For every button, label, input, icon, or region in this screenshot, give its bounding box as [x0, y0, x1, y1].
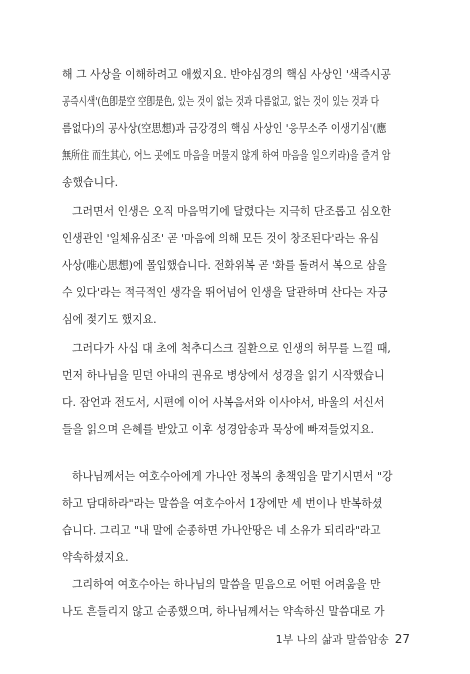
page-footer	[250, 631, 410, 647]
text-line: 다. 잠언과 전도서, 시편에 이어 사복음서와 이사야서, 바울의 서신서	[62, 395, 385, 409]
text-line: 름없다)의 공사상(空思想)과 금강경의 핵심 사상인 '응무소주 이생기심'(應	[62, 121, 387, 135]
text-line: 하고 담대하라"라는 말씀을 여호수아서 1장에만 세 번이나 반복하셨	[62, 496, 383, 510]
text-line: 들을 읽으며 은혜를 받았고 이후 성경암송과 묵상에 빠져들었지요.	[62, 422, 374, 436]
text-line: 송했습니다.	[62, 175, 119, 189]
text-line: 수 있다'라는 적극적인 생각을 뛰어넘어 인생을 달관하며 산다는 자긍	[62, 285, 388, 299]
text-line: 사상(唯心思想)에 몰입했습니다. 전화위복 곧 '화를 돌려서 복으로 삼을	[62, 258, 387, 272]
running-title: 1부 나의 삶과 말씀암송	[275, 633, 389, 646]
text-line: 그리하여 여호수아는 하나님의 말씀을 믿음으로 어떤 어려움을 만	[72, 577, 381, 591]
text-line: 습니다. 그리고 "내 말에 순종하면 가나안땅은 네 소유가 되리라"라고	[62, 523, 381, 537]
text-line: 인생관인 '일체유심조' 곧 '마음에 의해 모든 것이 창조된다'라는 유심	[62, 231, 380, 245]
text-line: 해 그 사상을 이해하려고 애썼지요. 반야심경의 핵심 사상인 '색즉시공	[62, 67, 391, 81]
text-line: 그러면서 인생은 오직 마음먹기에 달렸다는 지극히 단조롭고 심오한	[72, 204, 392, 218]
text-line: 약속하셨지요.	[62, 550, 129, 564]
text-line: 그러다가 사십 대 초에 척추디스크 질환으로 인생의 허무를 느낄 때,	[72, 341, 391, 355]
text-line: 먼저 하나님을 믿던 아내의 권유로 병상에서 성경을 읽기 시작했습니	[62, 368, 385, 382]
page-number: 27	[394, 632, 410, 646]
text-line: 나도 흔들리지 않고 순종했으며, 하나님께서는 약속하신 말씀대로 가	[62, 604, 385, 618]
text-line: 심에 젖기도 했지요.	[62, 312, 157, 326]
text-line: 공즉시색'(色卽是空 空卽是色, 있는 것이 없는 것과 다름없고, 없는 것이 있는 것과 다	[62, 94, 379, 108]
text-line: 하나님께서는 여호수아에게 가나안 정복의 총책임을 맡기시면서 "강	[72, 469, 393, 483]
text-line: 無所住 而生其心, 어느 곳에도 마음을 머물지 않게 하여 마음을 일으키라)을 즐겨 암	[62, 148, 391, 162]
